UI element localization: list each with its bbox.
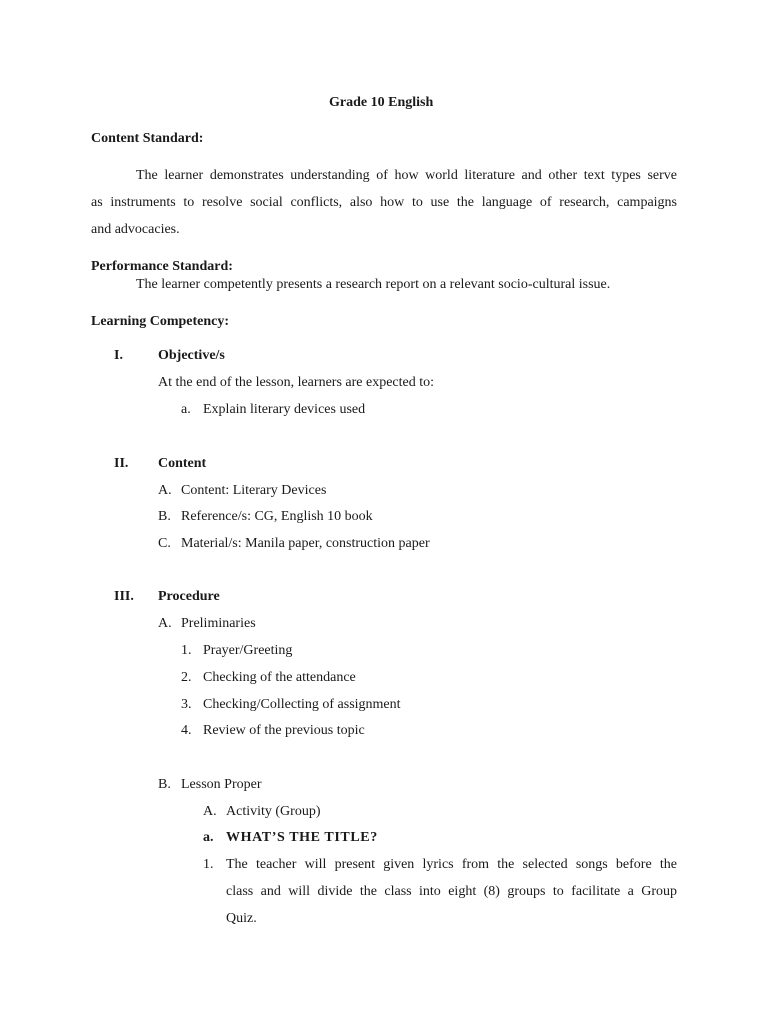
step-line-1: The teacher will present given lyrics from the selected songs before the (226, 857, 677, 872)
content-item-text: Material/s: Manila paper, construction paper (181, 536, 430, 551)
sub-activity-marker: a. (203, 830, 214, 845)
document-title: Grade 10 English (329, 95, 434, 110)
procedure-numeral: III. (114, 589, 134, 604)
learning-competency-heading: Learning Competency: (91, 314, 230, 329)
step-line-2: class and will divide the class into eight (8) groups to facilitate a Group (226, 884, 677, 899)
preliminaries-label: Preliminaries (181, 616, 256, 631)
content-standard-heading: Content Standard: (91, 131, 204, 146)
performance-standard-heading: Performance Standard: (91, 259, 233, 274)
preliminary-item-marker: 1. (181, 643, 192, 658)
preliminary-item-text: Review of the previous topic (203, 723, 365, 738)
preliminary-item-marker: 3. (181, 697, 192, 712)
objectives-numeral: I. (114, 348, 123, 363)
objectives-heading: Objective/s (158, 348, 225, 363)
content-heading: Content (158, 456, 207, 471)
preliminaries-marker: A. (158, 616, 172, 631)
objective-item-marker: a. (181, 402, 191, 417)
content-numeral: II. (114, 456, 129, 471)
content-item-text: Reference/s: CG, English 10 book (181, 509, 373, 524)
sub-activity-title: WHAT’S THE TITLE? (226, 830, 378, 845)
content-item-marker: A. (158, 483, 172, 498)
procedure-heading: Procedure (158, 589, 220, 604)
step-line-3: Quiz. (226, 911, 257, 926)
content-standard-line-3: and advocacies. (91, 222, 180, 237)
objective-item-text: Explain literary devices used (203, 402, 366, 417)
lesson-proper-marker: B. (158, 777, 171, 792)
content-standard-line-2: as instruments to resolve social conflicts, also how to use the language of research, campaigns (91, 195, 677, 210)
activity-marker: A. (203, 804, 217, 819)
activity-label: Activity (Group) (226, 804, 321, 819)
performance-standard-text: The learner competently presents a research report on a relevant socio-cultural issue. (136, 277, 611, 292)
content-item-marker: C. (158, 536, 171, 551)
preliminary-item-marker: 4. (181, 723, 192, 738)
lesson-proper-label: Lesson Proper (181, 777, 262, 792)
content-item-text: Content: Literary Devices (181, 483, 327, 498)
content-item-marker: B. (158, 509, 171, 524)
preliminary-item-marker: 2. (181, 670, 192, 685)
preliminary-item-text: Checking of the attendance (203, 670, 356, 685)
preliminary-item-text: Prayer/Greeting (203, 643, 293, 658)
objectives-intro: At the end of the lesson, learners are expected to: (158, 375, 435, 390)
step-marker: 1. (203, 857, 214, 872)
preliminary-item-text: Checking/Collecting of assignment (203, 697, 401, 712)
content-standard-line-1: The learner demonstrates understanding of how world literature and other text types serve (136, 168, 677, 183)
